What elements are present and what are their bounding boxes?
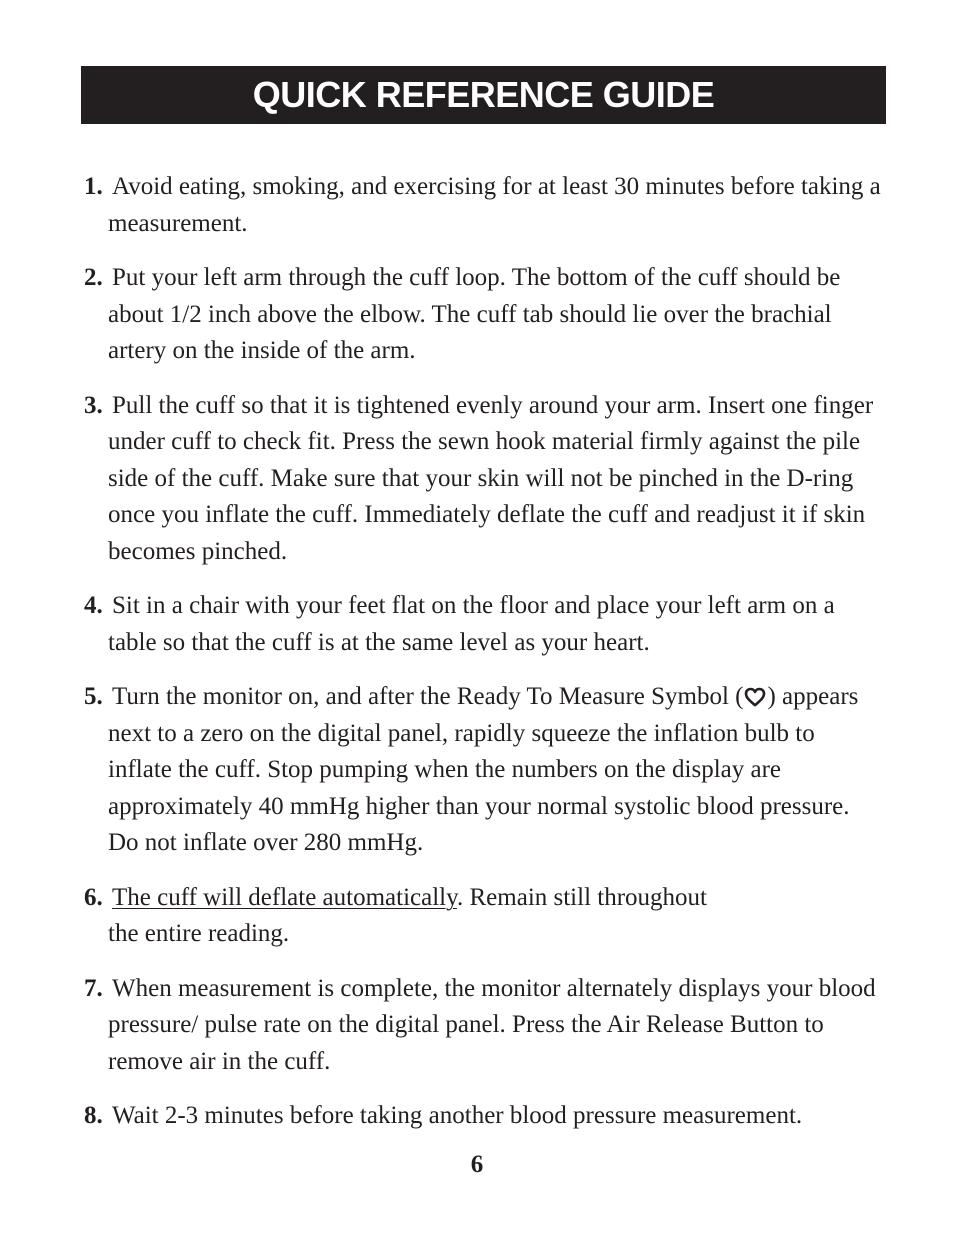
step-number: 5. (84, 683, 103, 710)
step-number: 7. (84, 974, 103, 1002)
step-text-line-2: the entire reading. (108, 920, 290, 947)
list-item-step-2 (84, 260, 884, 370)
list-item-step-4 (84, 588, 884, 661)
step-number: 2. (84, 264, 103, 291)
step-text-with-symbol (108, 679, 884, 862)
step-number: 8. (84, 1102, 103, 1129)
underlined-phrase: The cuff will deflate automatically (112, 883, 457, 911)
list-item-step-6 (84, 880, 884, 953)
step-number: 6. (84, 883, 103, 911)
list-item-step-7 (84, 971, 884, 1081)
list-item-step-1 (84, 169, 884, 242)
step-text: Sit in a chair with your feet flat on the floor and place your left arm on a table so that the cuff is at the same level as your heart. (108, 592, 835, 656)
title-banner (81, 66, 886, 124)
step-number: 1. (84, 173, 103, 200)
page-number: 6 (470, 1151, 484, 1178)
step-text: Pull the cuff so that it is tightened evenly around your arm. Insert one finger under cuff to check fit. Press the sewn hook material firmly against the pile side of the cuff. Make sure that your skin will not be pinched in the D-ring once you inflate the cuff. Immediately deflate the cuff and readjust it if skin becomes pinched. (108, 391, 874, 565)
step-number: 4. (84, 592, 103, 619)
page-title: QUICK REFERENCE GUIDE (252, 74, 715, 115)
list-item-step-8 (84, 1098, 884, 1135)
step-number: 3. (84, 391, 103, 419)
step-text (108, 880, 884, 953)
list-item-step-5 (84, 679, 884, 862)
step-text: When measurement is complete, the monitor alternately displays your blood pressure/ pulse rate on the digital panel. Press the Air Release Button to remove air in the cuff. (108, 974, 876, 1075)
instruction-list (84, 169, 884, 1153)
heart-outline-icon (744, 687, 766, 707)
step-text: Put your left arm through the cuff loop. The bottom of the cuff should be about 1/2 inch above the elbow. The cuff tab should lie over the brachial artery on the inside of the arm. (108, 264, 841, 364)
step-text-before-symbol: Turn the monitor on, and after the Ready To Measure Symbol ( (112, 683, 744, 710)
step-text: Wait 2-3 minutes before taking another blood pressure measurement. (112, 1102, 803, 1129)
step-text-remainder: . Remain still throughout (457, 883, 707, 911)
step-text-after-symbol: ) appears next to a zero on the digital panel, rapidly squeeze the inflation bulb to inflate the cuff. Stop pumping when the numbers on the display are approximately 40 mmHg higher than your normal systolic blood pressure. Do not inflate over 280 mmHg. (108, 683, 859, 856)
step-text: Avoid eating, smoking, and exercising for at least 30 minutes before taking a measurement. (108, 173, 881, 237)
list-item-step-3 (84, 388, 884, 571)
